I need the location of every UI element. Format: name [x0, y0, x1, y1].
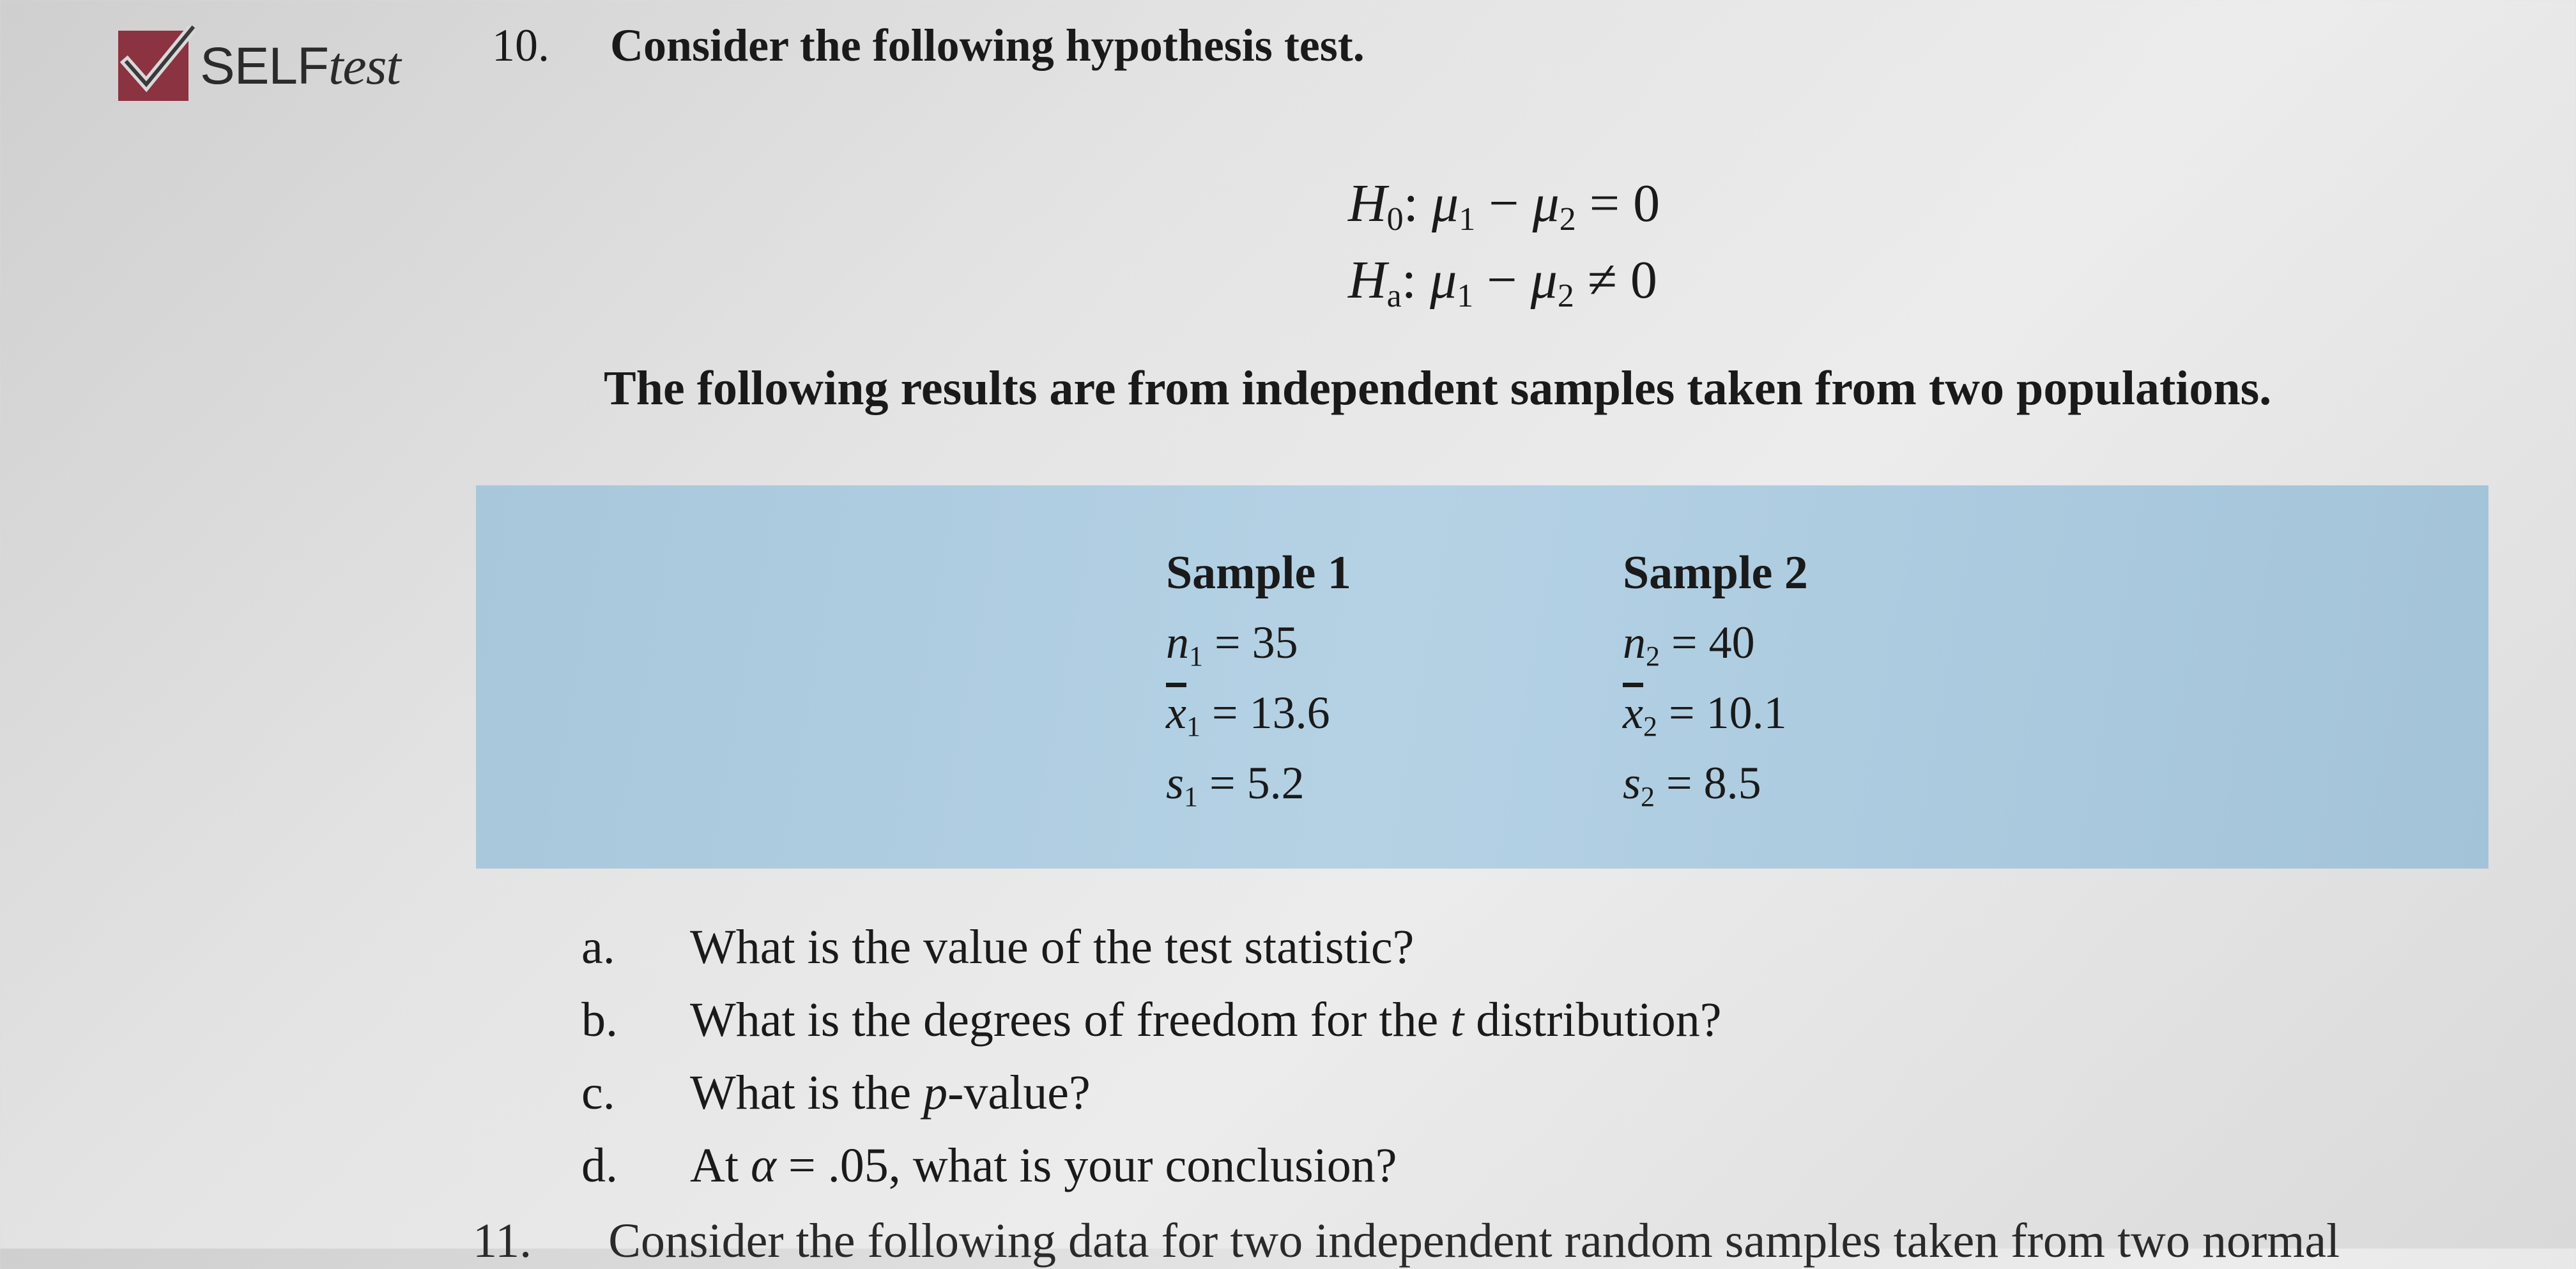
alt-mu1-sub: 1: [1457, 278, 1474, 314]
alt-mu2: μ: [1530, 250, 1558, 310]
sample-1-title: Sample 1: [1166, 547, 1351, 599]
null-minus: −: [1475, 174, 1533, 233]
null-mu2: μ: [1532, 174, 1560, 233]
question-a-text: What is the value of the test statistic?: [690, 920, 1414, 974]
problem-number: 10.: [492, 20, 549, 71]
null-mu2-sub: 2: [1559, 201, 1576, 238]
next-problem-cutoff: [473, 1213, 2340, 1269]
question-b-label: b.: [581, 993, 618, 1047]
alt-mu2-sub: 2: [1557, 278, 1574, 314]
null-mu1-sub: 1: [1459, 201, 1476, 238]
selftest-label-self: SELF: [200, 37, 329, 95]
alt-h: H: [1348, 250, 1387, 310]
sample-2-title: Sample 2: [1623, 547, 1808, 599]
next-problem-number: 11.: [473, 1214, 532, 1268]
sample-1-n: $n_1 = 35$: [1166, 617, 1298, 672]
question-d-text: At α = .05, what is your conclusion?: [690, 1139, 1397, 1192]
alt-mu1: μ: [1430, 250, 1457, 310]
alt-h-sub: a: [1386, 278, 1402, 314]
selftest-label: [200, 36, 401, 96]
null-h-sub: 0: [1386, 201, 1404, 238]
sample-1-mean: $\overline{x}_1 = 13.6$: [1166, 687, 1330, 742]
null-hypothesis: $H_0$: $\mu_1 - \mu_2 = 0$: [1348, 174, 1660, 238]
null-relation: = 0: [1575, 174, 1660, 233]
sample-1-column: [1166, 546, 1351, 825]
sample-data-panel: [476, 485, 2488, 869]
next-problem-text: Consider the following data for two independent random samples taken from two normal: [608, 1214, 2340, 1268]
question-a-label: a.: [581, 920, 615, 974]
sample-2-sd: $s_2 = 8.5$: [1623, 757, 1761, 812]
question-c-text: What is the p-value?: [690, 1066, 1091, 1120]
null-mu1: μ: [1432, 174, 1459, 233]
alt-relation: ≠ 0: [1574, 250, 1657, 310]
question-c-label: c.: [581, 1066, 615, 1120]
question-d-label: d.: [581, 1139, 618, 1192]
sample-1-sd: $s_1 = 5.2$: [1166, 757, 1305, 812]
selftest-badge: [118, 26, 401, 101]
sample-2-mean: $\overline{x}_2 = 10.1$: [1623, 687, 1787, 742]
alternative-hypothesis: $H_a$: $\mu_1 - \mu_2 \ne 0$: [1348, 250, 1657, 314]
selftest-label-test: test: [328, 36, 401, 96]
intro-text: The following results are from independent samples taken from two populations.: [604, 361, 2272, 415]
question-b-text: What is the degrees of freedom for the t distribution?: [690, 993, 1722, 1047]
alt-minus: −: [1473, 250, 1531, 310]
problem-title: Consider the following hypothesis test.: [610, 20, 1365, 71]
checkmark-icon: [118, 26, 195, 101]
null-h: H: [1348, 174, 1387, 233]
sample-2-column: [1623, 546, 1808, 825]
sample-2-n: $n_2 = 40$: [1623, 617, 1755, 672]
